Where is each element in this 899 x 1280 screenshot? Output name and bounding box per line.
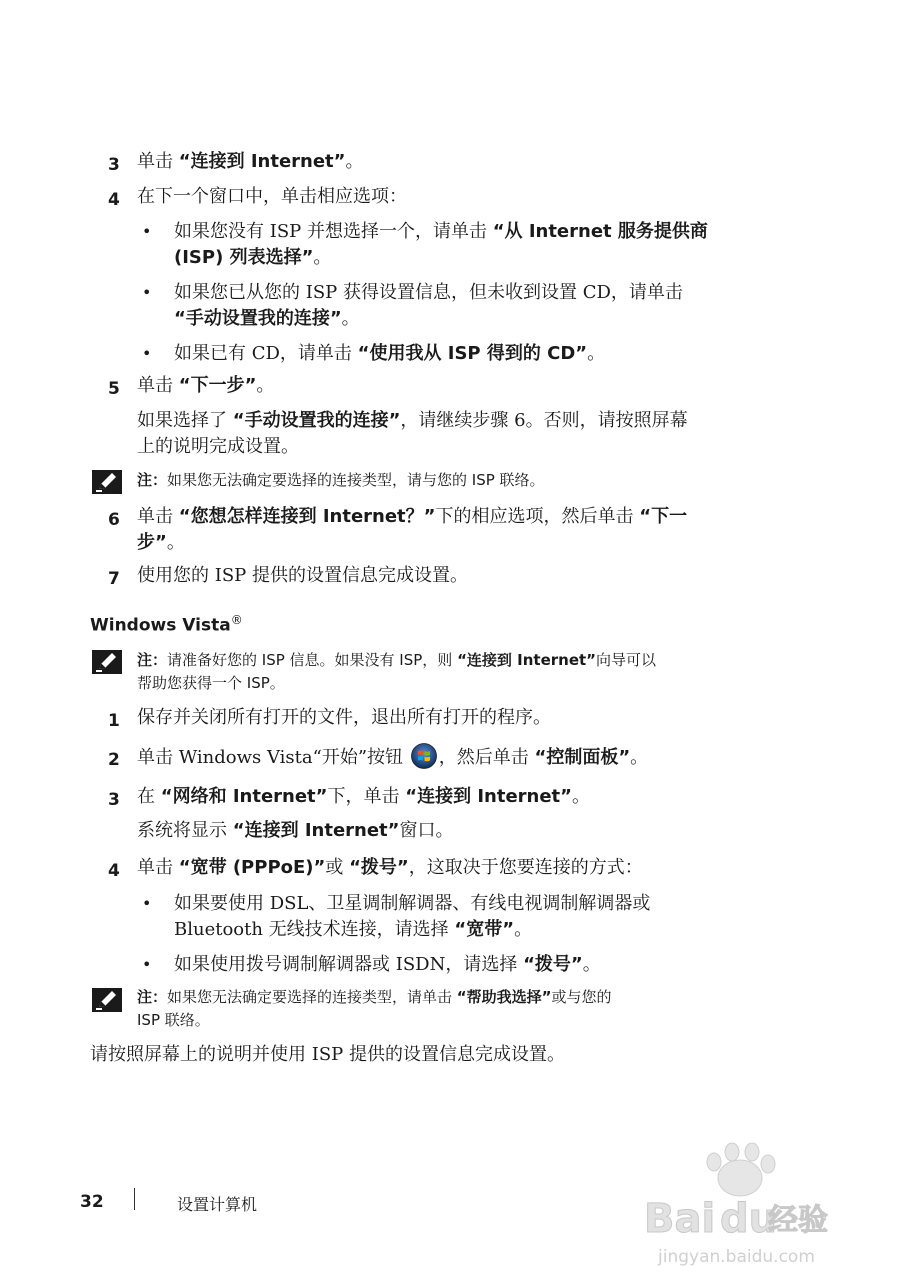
step-number: 3 <box>108 155 120 175</box>
bullet-1-line-2: (ISP) 列表选择”。 <box>174 247 332 268</box>
step-7-text: 使用您的 ISP 提供的设置信息完成设置。 <box>137 565 468 586</box>
watermark-url: jingyan.baidu.com <box>658 1247 815 1267</box>
bullet-2-line-1: 如果您已从您的 ISP 获得设置信息，但未收到设置 CD，请单击 <box>174 282 683 303</box>
note-3-line-2: ISP 联络。 <box>137 1011 210 1029</box>
bullet-3-text: 如果已有 CD，请单击 “使用我从 ISP 得到的 CD”。 <box>174 343 606 364</box>
vista-step-3-text: 在 “网络和 Internet”下，单击 “连接到 Internet”。 <box>137 786 590 807</box>
bullet-mark: • <box>142 344 152 363</box>
closing-paragraph: 请按照屏幕上的说明并使用 ISP 提供的设置信息完成设置。 <box>90 1044 565 1065</box>
vista-step-2-text: 单击 Windows Vista“开始”按钮 ，然后单击 “控制面板”。 <box>137 743 648 771</box>
bullet-2-line-2: “手动设置我的连接”。 <box>174 308 360 329</box>
note-2-line-2: 帮助您获得一个 ISP。 <box>137 674 285 692</box>
step-5-para-line-2: 上的说明完成设置。 <box>137 436 299 457</box>
footer-divider <box>134 1188 135 1210</box>
watermark-brand-2: du <box>720 1196 778 1242</box>
step-4-text: 在下一个窗口中，单击相应选项： <box>137 186 407 207</box>
step-number: 4 <box>108 861 120 881</box>
bullet-1-line-1: 如果您没有 ISP 并想选择一个，请单击 “从 Internet 服务提供商 <box>174 221 708 242</box>
windows-start-orb-icon <box>411 743 437 769</box>
baidu-jingyan-watermark <box>640 1140 840 1270</box>
footer-section-title: 设置计算机 <box>177 1195 258 1214</box>
note-1: 注：如果您无法确定要选择的连接类型，请与您的 ISP 联络。 <box>137 471 545 489</box>
step-number: 4 <box>108 190 120 210</box>
step-number: 6 <box>108 510 120 530</box>
bullet-mark: • <box>142 894 152 913</box>
step-5-para-line-1: 如果选择了 “手动设置我的连接”，请继续步骤 6。否则，请按照屏幕 <box>137 410 688 431</box>
bullet-mark: • <box>142 955 152 974</box>
vista-step-4-text: 单击 “宽带 (PPPoE)”或 “拨号”，这取决于您要连接的方式： <box>137 857 643 878</box>
vista-bullet-1-line-2: Bluetooth 无线技术连接，请选择 “宽带”。 <box>174 919 533 940</box>
step-6-line-1: 单击 “您想怎样连接到 Internet？”下的相应选项，然后单击 “下一 <box>137 506 688 527</box>
watermark-brand: Bai <box>644 1196 716 1242</box>
bullet-mark: • <box>142 222 152 241</box>
step-number: 1 <box>108 711 120 731</box>
step-6-line-2: 步”。 <box>137 532 185 553</box>
step-5-text: 单击 “下一步”。 <box>137 375 275 396</box>
vista-step-3-para: 系统将显示 “连接到 Internet”窗口。 <box>137 820 454 841</box>
note-pencil-icon <box>92 650 122 674</box>
bullet-mark: • <box>142 283 152 302</box>
watermark-cn: 经验 <box>768 1203 828 1238</box>
step-3-text: 单击 “连接到 Internet”。 <box>137 151 364 172</box>
step-number: 3 <box>108 790 120 810</box>
step-number: 2 <box>108 750 120 770</box>
vista-bullet-2-text: 如果使用拨号调制解调器或 ISDN，请选择 “拨号”。 <box>174 954 601 975</box>
vista-step-1-text: 保存并关闭所有打开的文件，退出所有打开的程序。 <box>137 707 551 728</box>
step-number: 7 <box>108 569 120 589</box>
note-pencil-icon <box>92 988 122 1012</box>
step-number: 5 <box>108 379 120 399</box>
note-pencil-icon <box>92 470 122 494</box>
page-number: 32 <box>80 1192 104 1212</box>
note-2-line-1: 注：请准备好您的 ISP 信息。如果没有 ISP，则 “连接到 Internet”向导可以 <box>137 651 657 669</box>
vista-bullet-1-line-1: 如果要使用 DSL、卫星调制解调器、有线电视调制解调器或 <box>174 893 651 914</box>
note-3-line-1: 注：如果您无法确定要选择的连接类型，请单击 “帮助我选择”或与您的 <box>137 988 612 1006</box>
section-heading: Windows Vista® <box>90 613 243 636</box>
